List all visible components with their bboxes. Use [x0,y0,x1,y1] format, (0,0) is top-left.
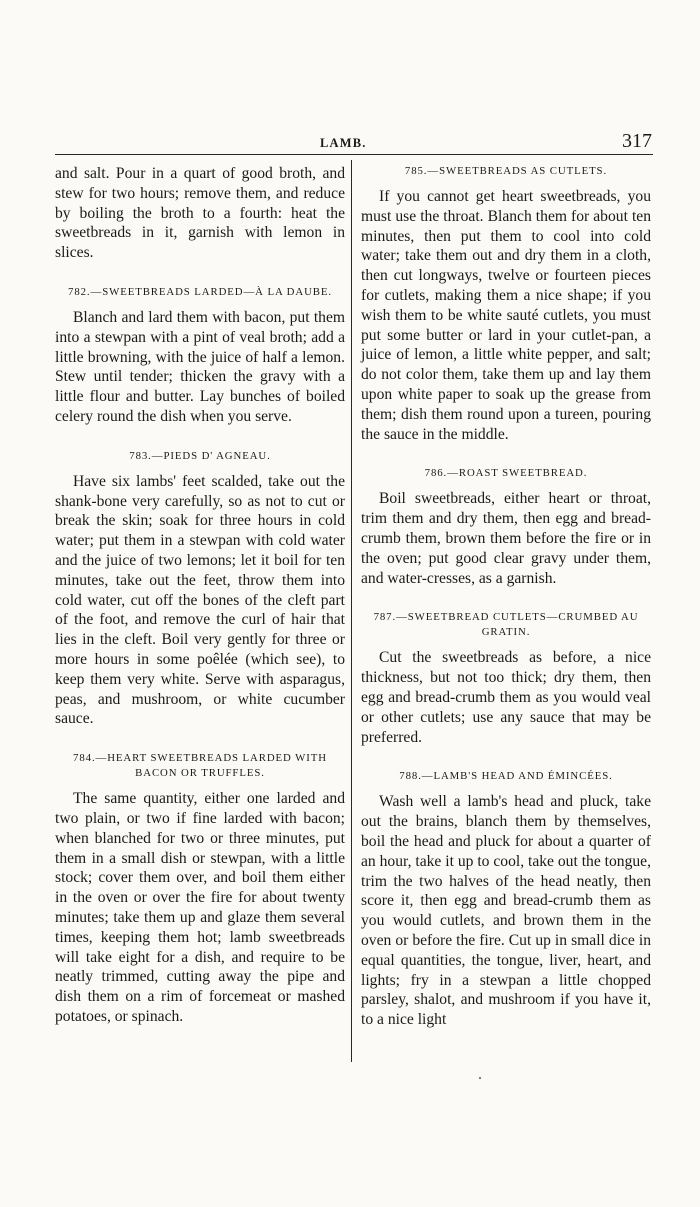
recipe-heading-784: 784.—HEART SWEETBREADS LARDED WITH BACON OR TRUFFLES. [73,752,327,780]
recipe-heading-788: 788.—LAMB'S HEAD AND ÉMINCÉES. [399,770,613,783]
running-title: LAMB. [320,136,367,150]
recipe-body-788: Wash well a lamb's head and pluck, take out the brains, blanch them by themselves, boil the head and pluck for about a quarter of an hour, take it up to cool, take out the tongue, trim the two halves of the head neatly, then score it, then egg and bread-crumb them as you would cutlets, and brown them in the oven or before the fire. Cut up in small dice in equal quantities, the tongue, liver, heart, and lights; fry in a stewpan a little chopped parsley, shalot, and mushroom if you have it, to a nice light [361,793,651,1029]
recipe-heading-782: 782.—SWEETBREADS LARDED—À LA DAUBE. [68,285,332,298]
recipe-body-785: If you cannot get heart sweetbreads, you must use the throat. Blanch them for about ten minutes, then put them to cool into cold water; take them out and dry them in a cloth, then cut longways, twelve or fourteen pieces for cutlets, making them a nice shape; if you wish them to be white sauté cutlets, you must put some butter or lard in your cutlet-pan, a juice of lemon, a little white pepper, and salt; do not color them, take them up and lay them upon white paper to soak up the grease from them; dish them round upon a tureen, pouring the sauce in the middle. [361,188,651,443]
column-divider [351,160,352,1062]
recipe-heading-785: 785.—SWEETBREADS AS CUTLETS. [404,165,608,177]
recipe-body-786: Boil sweetbreads, either heart or throat, trim them and dry them, then egg and bread-crumb them, brown them before the fire or in the oven; put good clear gravy under them, and water-cresses, as a garnish. [361,490,651,587]
right-column [361,164,651,1030]
header-rule [55,154,653,155]
recipe-heading-786: 786.—ROAST SWEETBREAD. [424,467,588,480]
page-header [0,130,700,160]
ink-speck [479,1077,481,1079]
recipe-body-783: Have six lambs' feet scalded, take out the shank-bone very carefully, so as not to cut or break the skin; soak for three hours in cold water; put them in a stewpan with cold water and the juice of two lemons; let it boil for ten minutes, take out the feet, throw them into cold water, cut off the bones of the cleft part of the foot, and remove the curl of hair that lies in the cleft. Boil very gently for three or more hours in some poêlée (which see), to keep them very white. Serve with asparagus, peas, and mushroom, or white cucumber sauce. [55,472,345,728]
continued-paragraph: and salt. Pour in a quart of good broth, and stew for two hours; remove them, and reduce by boiling the broth to a fourth: heat the sweetbreads in it, garnish with lemon in slices. [55,165,345,262]
recipe-body-784: The same quantity, either one larded and two plain, or two if fine larded with bacon; when blanched for two or three minutes, put them in a small dish or stewpan, with a little stock; cover them over, and boil them either in the oven or over the fire for about twenty minutes; take them up and glaze them several times, keeping them hot; lamb sweetbreads will take eight for a dish, and require to be neatly trimmed, cutting away the pipe and dish them on a rim of forcemeat or mashed potatoes, or spinach. [55,790,345,1025]
recipe-heading-787: 787.—SWEETBREAD CUTLETS—CRUMBED AU GRATIN. [373,611,639,639]
left-column [55,164,345,1027]
recipe-body-787: Cut the sweetbreads as before, a nice thickness, but not too thick; dry them, then egg and bread-crumb them as you would veal or other cutlets; use any sauce that may be preferred. [361,649,651,746]
recipe-body-782: Blanch and lard them with bacon, put them into a stewpan with a pint of veal broth; add a little browning, with the juice of half a lemon. Stew until tender; thicken the gravy with a little flour and butter. Lay bunches of boiled celery round the dish when you serve. [55,308,345,425]
recipe-heading-783: 783.—PIEDS D' AGNEAU. [129,449,271,462]
page-number: 317 [622,130,652,152]
